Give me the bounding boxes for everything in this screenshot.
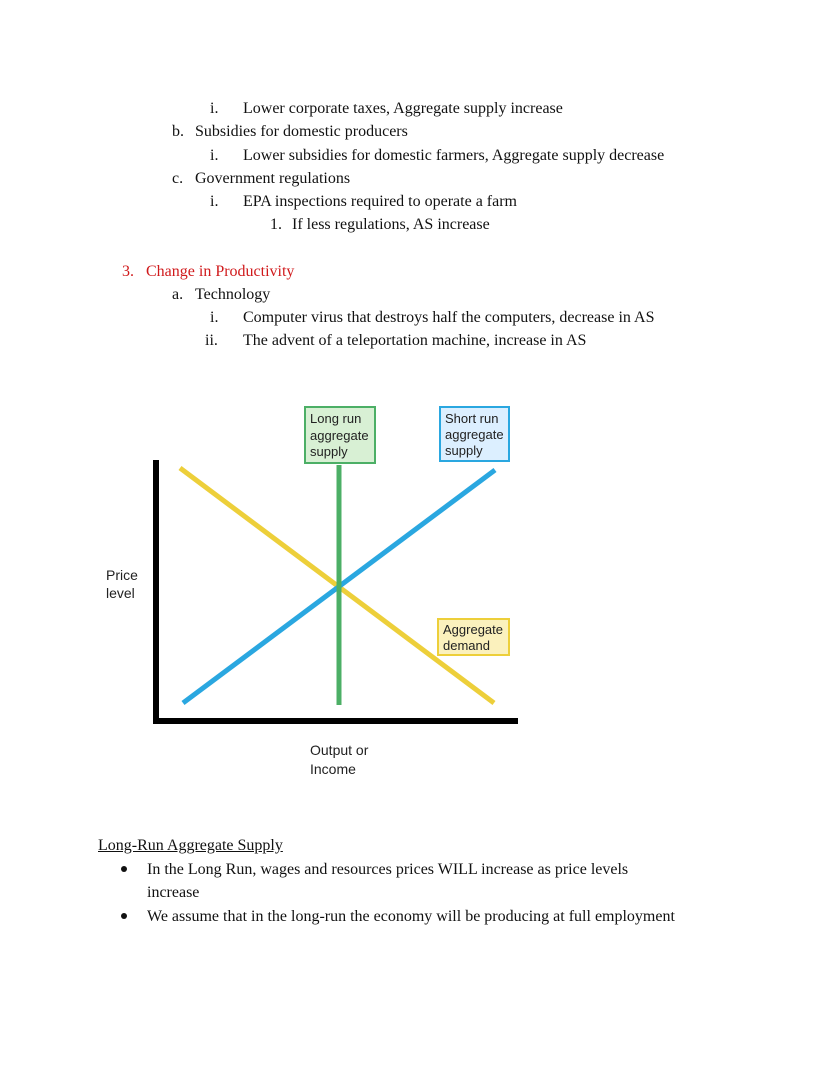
tax-item-marker: i.: [210, 100, 219, 117]
bullet-dot: [121, 866, 127, 872]
subsidies-item-marker: i.: [210, 147, 219, 164]
ad-label-line-2: demand: [443, 638, 490, 653]
regulations-sub-marker: 1.: [270, 216, 282, 233]
y-axis-label-line-2: level: [106, 585, 135, 601]
subsidies-marker: b.: [172, 123, 184, 140]
productivity-heading: Change in Productivity: [146, 263, 295, 280]
productivity-marker: 3.: [122, 263, 134, 280]
bullet-1-line-2: increase: [147, 884, 200, 901]
tax-item-text: Lower corporate taxes, Aggregate supply increase: [243, 100, 563, 117]
regulations-sub-text: If less regulations, AS increase: [292, 216, 490, 233]
bullet-dot: [121, 913, 127, 919]
sras-label-line-3: supply: [445, 443, 483, 458]
tech-item-1-text: Computer virus that destroys half the computers, decrease in AS: [243, 309, 655, 326]
x-axis-label-line-2: Income: [310, 761, 356, 777]
subsidies-text: Subsidies for domestic producers: [195, 123, 408, 140]
y-axis-label-line-1: Price: [106, 567, 138, 583]
lras-label-line-2: aggregate: [310, 428, 369, 443]
lras-heading: Long-Run Aggregate Supply: [98, 837, 283, 854]
regulations-item-text: EPA inspections required to operate a farm: [243, 193, 517, 210]
regulations-item-marker: i.: [210, 193, 219, 210]
subsidies-item-text: Lower subsidies for domestic farmers, Aggregate supply decrease: [243, 147, 665, 164]
bullet-1-line-1: In the Long Run, wages and resources prices WILL increase as price levels: [147, 861, 629, 878]
ad-label-line-1: Aggregate: [443, 622, 503, 637]
lras-label-line-3: supply: [310, 444, 348, 459]
regulations-marker: c.: [172, 170, 184, 187]
bullet-2-text: We assume that in the long-run the economy will be producing at full employment: [147, 908, 675, 925]
sras-label-line-2: aggregate: [445, 427, 504, 442]
technology-text: Technology: [195, 286, 271, 303]
regulations-text: Government regulations: [195, 170, 351, 187]
x-axis-label-line-1: Output or: [310, 742, 369, 758]
sras-label-line-1: Short run: [445, 411, 499, 426]
tech-item-2-marker: ii.: [205, 332, 218, 349]
tech-item-2-text: The advent of a teleportation machine, increase in AS: [243, 332, 587, 349]
technology-marker: a.: [172, 286, 184, 303]
tech-item-1-marker: i.: [210, 309, 219, 326]
lras-label-line-1: Long run: [310, 411, 362, 426]
